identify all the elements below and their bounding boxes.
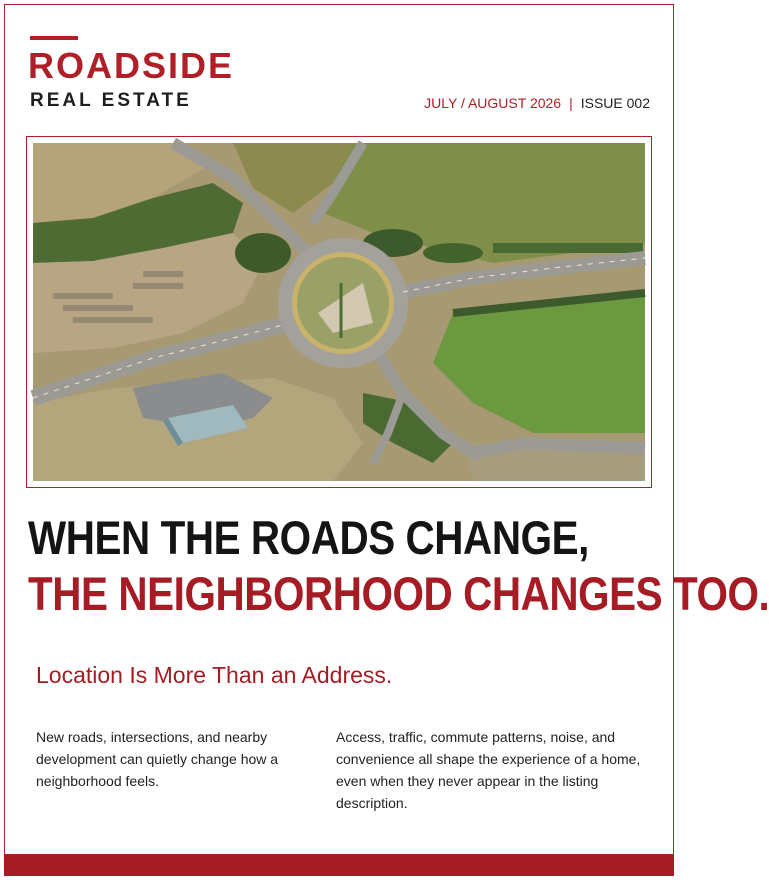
issue-info [424, 94, 650, 112]
aerial-roundabout-photo [33, 143, 645, 481]
headline-line-1: WHEN THE ROADS CHANGE, [28, 511, 589, 564]
headline [28, 510, 769, 622]
body-text-left: New roads, intersections, and nearby development can quietly change how a neighborhood feels. [36, 729, 279, 789]
issue-separator: | [569, 95, 573, 111]
body-text-right: Access, traffic, commute patterns, noise, and convenience all shape the experience of a home, even when they never appear in the listing description. [336, 729, 641, 811]
brand-accent-rule [30, 36, 78, 40]
hero-photo-frame [26, 136, 652, 488]
brand-subtitle: REAL ESTATE [30, 90, 192, 111]
subheadline: Location Is More Than an Address. [36, 662, 393, 688]
headline-line-2: THE NEIGHBORHOOD CHANGES TOO. [28, 567, 769, 620]
brand-name: ROADSIDE [28, 45, 235, 86]
footer-accent-bar [4, 854, 674, 876]
issue-number: ISSUE 002 [580, 95, 650, 111]
issue-date: JULY / AUGUST 2026 [424, 95, 562, 111]
